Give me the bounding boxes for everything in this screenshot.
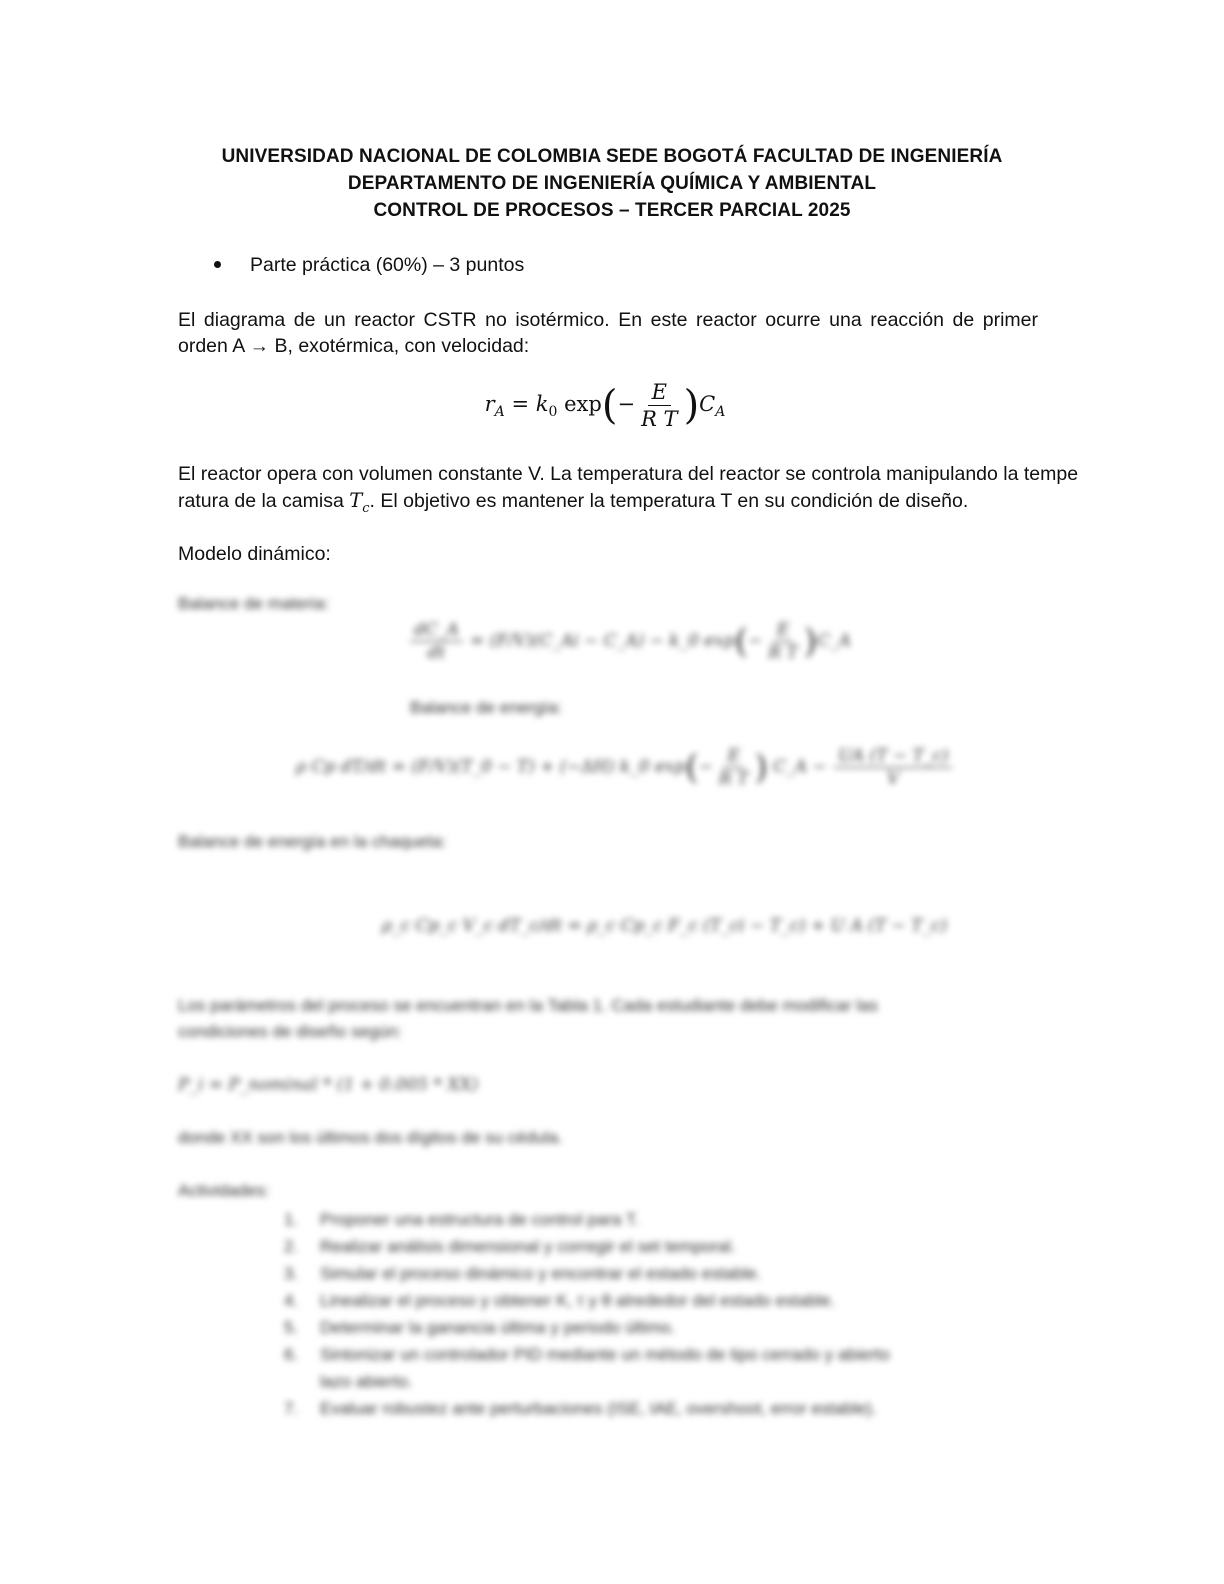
energy-balance-label: Balance de energía: — [410, 698, 563, 717]
header-course: CONTROL DE PROCESOS – TERCER PARCIAL 2025 — [373, 200, 851, 221]
intro-line-2: orden A → B, exotérmica, con velocidad: — [178, 335, 530, 357]
list-item: 4. Linealizar el proceso y obtener K, τ y θ alrededor del estado estable. — [284, 1291, 836, 1310]
energy-balance-equation: ρ Cp dT/dt = (F/V)(T_0 − T) + (−ΔH) k_0 exp(− $\frac{E}{\text{R T}}$ ) C_A − $\frac{UA (T - T\_c)}{V}$ — [296, 746, 954, 789]
list-item: 2. Realizar análisis dimensional y corregir el set temporal. — [284, 1237, 736, 1256]
list-item: 1. Proponer una estructura de control para T. — [284, 1210, 640, 1229]
operation-line-1: El reactor opera con volumen constante V. La temperatura del reactor se controla manipulando la tempe — [178, 463, 1079, 485]
list-item: 5. Determinar la ganancia última y periodo último. — [284, 1318, 676, 1337]
formula-note: donde XX son los últimos dos dígitos de su cédula. — [178, 1128, 563, 1147]
header-university: UNIVERSIDAD NACIONAL DE COLOMBIA SEDE BOGOTÁ FACULTAD DE INGENIERÍA — [221, 146, 1003, 167]
list-item: 7. Evaluar robustez ante perturbaciones (ISE, IAE, overshoot, error estable). — [284, 1399, 877, 1418]
params-line-1: Los parámetros del proceso se encuentran en la Tabla 1. Cada estudiante debe modificar las — [178, 996, 878, 1015]
list-item-continuation: lazo abierto. — [320, 1372, 413, 1391]
list-item: 6. Sintonizar un controlador PID mediante un método de tipo cerrado y abierto — [284, 1345, 890, 1364]
list-item: 3. Simular el proceso dinámico y encontrar el estado estable. — [284, 1264, 762, 1283]
header-department: DEPARTAMENTO DE INGENIERÍA QUÍMICA Y AMBIENTAL — [347, 173, 877, 194]
intro-line-1: El diagrama de un reactor CSTR no isotérmico. En este reactor ocurre una reacción de primer — [178, 309, 1038, 331]
mass-balance-equation: $\frac{dC\_A}{dt}$ = (F/V)(C_Ai − C_A) − k_0 exp(− $\frac{E}{\text{R T}}$ )C_A — [408, 620, 851, 663]
activities-list — [284, 1206, 1014, 1422]
jacket-balance-label: Balance de energía en la chaqueta: — [178, 832, 447, 851]
jacket-balance-equation: ρ_c Cp_c V_c dT_c/dt = ρ_c Cp_c F_c (T_ci − T_c) + U A (T − T_c) — [382, 916, 948, 936]
model-label: Modelo dinámico: — [178, 543, 331, 565]
activities-label: Actividades: — [178, 1181, 270, 1200]
tc-symbol: $T_c$ — [349, 489, 370, 516]
bullet-icon — [214, 261, 221, 268]
params-line-2: condiciones de diseño según: — [178, 1022, 402, 1041]
design-formula: P_i = P_nominal * (1 + 0.005 * XX) — [178, 1075, 479, 1095]
rate-equation: $r_A = k_0$ exp(− $\frac{E}{\text{R T}}$ )$C_A$ — [484, 380, 726, 431]
mass-balance-label: Balance de materia: — [178, 594, 330, 613]
bullet-text: Parte práctica (60%) – 3 puntos — [250, 254, 525, 276]
operation-line-2: ratura de la camisa $T_c$. El objetivo es mantener la temperatura T en su condición de diseño. — [178, 489, 969, 516]
